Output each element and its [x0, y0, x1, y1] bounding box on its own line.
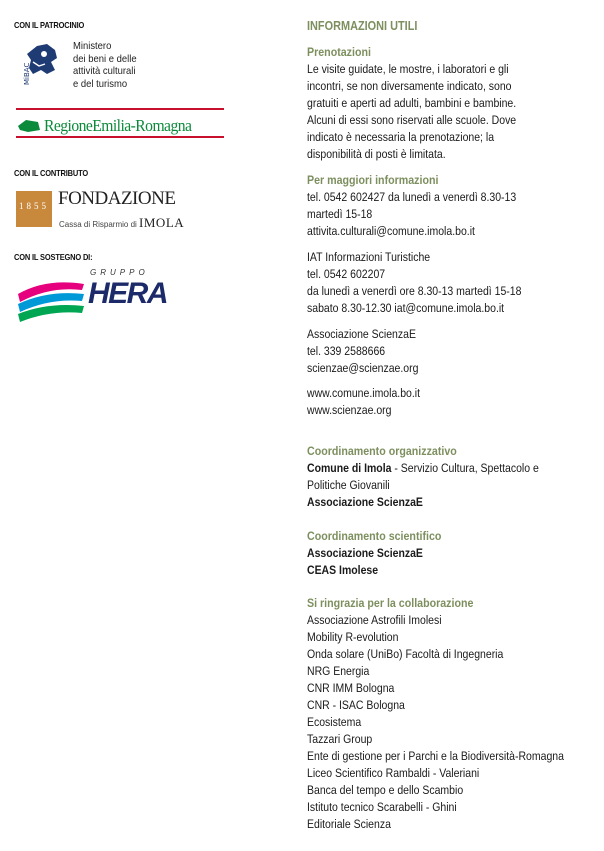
info-email: attivita.culturali@comune.imola.bo.it [307, 224, 475, 238]
regione-name: RegioneEmilia-Romagna [44, 116, 192, 135]
ringrazia-item: Istituto tecnico Scarabelli - Ghini [307, 800, 457, 814]
hera-name: HERA [88, 277, 168, 310]
contributo-label: CON IL CONTRIBUTO [14, 168, 89, 178]
mibac-logo [17, 40, 167, 90]
coord-sci-line: Associazione ScienzaE [307, 546, 423, 560]
ringrazia-item: NRG Energia [307, 664, 370, 678]
ringrazia-heading: Si ringrazia per la collaborazione [307, 596, 474, 610]
scienzae-email: scienzae@scienzae.org [307, 361, 419, 375]
ringrazia-item: CNR - ISAC Bologna [307, 698, 405, 712]
website-link: www.comune.imola.bo.it [307, 386, 421, 400]
mibac-emblem-text: MiBAC [23, 62, 31, 85]
hera-logo [16, 268, 168, 326]
prenotazioni-line: gratuiti e aperti ad adulti, bambini e bambine. [307, 96, 517, 110]
scienzae-line: Associazione ScienzaE [307, 327, 416, 341]
ringrazia-item: Ente di gestione per i Parchi e la Biodiversità-Romagna [307, 749, 564, 763]
regione-emilia-romagna-logo [16, 108, 224, 138]
scienzae-line: tel. 339 2588666 [307, 344, 386, 358]
info-line: tel. 0542 602427 da lunedì a venerdì 8.30-13 [307, 190, 517, 204]
prenotazioni-heading: Prenotazioni [307, 45, 371, 59]
sostegno-label: CON IL SOSTEGNO DI: [14, 252, 93, 262]
coord-sci-line: CEAS Imolese [307, 563, 379, 577]
iat-line: da lunedì a venerdì ore 8.30-13 martedì 15-18 [307, 284, 522, 298]
ringrazia-item: Mobility R-evolution [307, 630, 399, 644]
fondazione-year: 1855 [19, 201, 49, 211]
coord-sci-heading: Coordinamento scientifico [307, 529, 442, 543]
ringrazia-item: Editoriale Scienza [307, 817, 391, 831]
ringrazia-item: Liceo Scientifico Rambaldi - Valeriani [307, 766, 480, 780]
mibac-emblem-icon [17, 40, 61, 88]
website-link: www.scienzae.org [307, 403, 392, 417]
coord-org-heading: Coordinamento organizzativo [307, 444, 457, 458]
fondazione-logo [16, 188, 216, 232]
ringrazia-item: Ecosistema [307, 715, 362, 729]
ringrazia-item: Tazzari Group [307, 732, 373, 746]
info-line: martedì 15-18 [307, 207, 373, 221]
hera-swoosh-icon [16, 274, 86, 324]
coord-org-line: Comune di Imola - Servizio Cultura, Spettacolo e [307, 461, 539, 475]
prenotazioni-line: Alcuni di essi sono riservati alle scuole. Dove [307, 113, 517, 127]
prenotazioni-line: disponibilità di posti è limitata. [307, 147, 446, 161]
fondazione-subtitle: Cassa di Risparmio di IMOLA [59, 215, 185, 230]
iat-line: sabato 8.30-12.30 iat@comune.imola.bo.it [307, 301, 505, 315]
prenotazioni-line: incontri, se non diversamente indicato, sono [307, 79, 512, 93]
prenotazioni-line: Le visite guidate, le mostre, i laboratori e gli [307, 62, 509, 76]
iat-line: IAT Informazioni Turistiche [307, 250, 431, 264]
page-title: INFORMAZIONI UTILI [307, 18, 418, 33]
mibac-name: Ministero dei beni e delle attività culturali e del turismo [73, 40, 137, 90]
ringrazia-item: Onda solare (UniBo) Facoltà di Ingegneria [307, 647, 504, 661]
fondazione-name: FONDAZIONE [58, 188, 176, 209]
iat-line: tel. 0542 602207 [307, 267, 386, 281]
prenotazioni-line: indicato è necessaria la prenotazione; la [307, 130, 495, 144]
ringrazia-item: Banca del tempo e dello Scambio [307, 783, 464, 797]
regione-map-icon [16, 116, 42, 136]
coord-org-line: Politiche Giovanili [307, 478, 390, 492]
coord-org-line: Associazione ScienzaE [307, 495, 423, 509]
patrocinio-label: CON IL PATROCINIO [14, 20, 85, 30]
info-heading: Per maggiori informazioni [307, 173, 439, 187]
hera-gruppo: GRUPPO [90, 268, 149, 277]
ringrazia-item: CNR IMM Bologna [307, 681, 395, 695]
ringrazia-item: Associazione Astrofili Imolesi [307, 613, 442, 627]
